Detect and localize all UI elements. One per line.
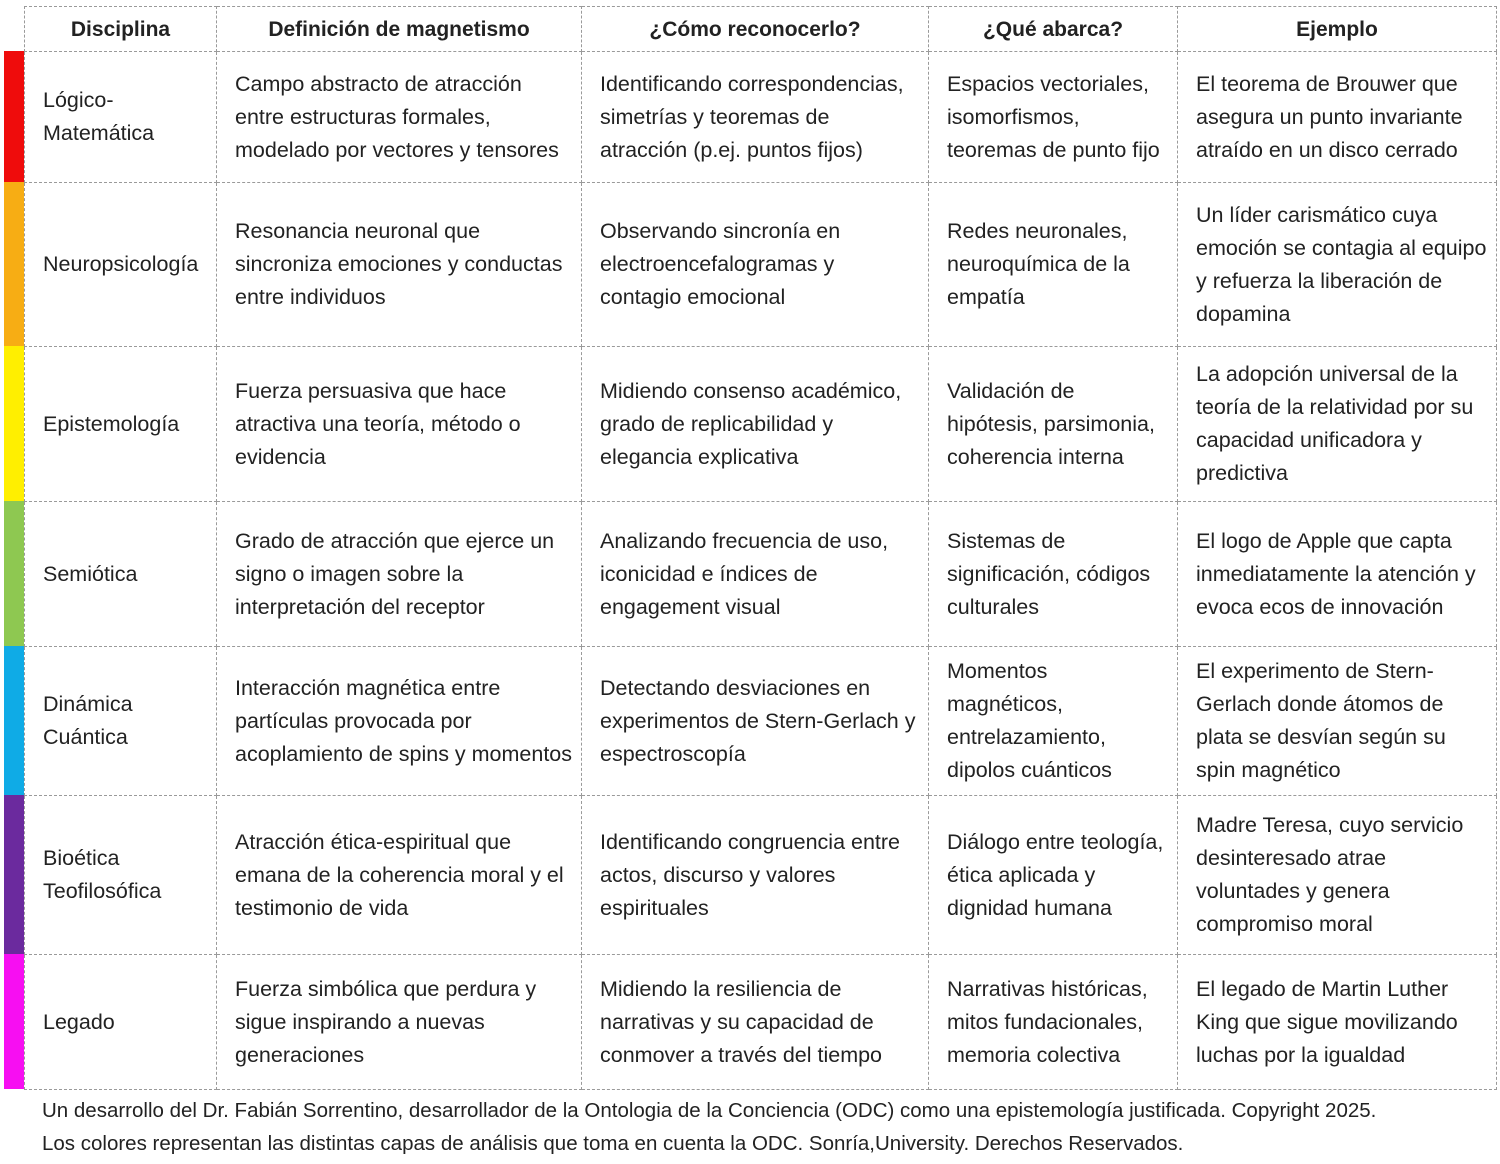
- header-definicion: Definición de magnetismo: [217, 7, 582, 52]
- cell-reconocer: Midiendo consenso académico, grado de replicabilidad y elegancia explicativa: [582, 347, 929, 502]
- header-row: [25, 7, 1497, 52]
- cell-definicion: Atracción ética-espiritual que emana de la coherencia moral y el testimonio de vida: [217, 796, 582, 955]
- cell-disciplina: Neuropsicología: [25, 183, 217, 347]
- footer-line-credit: Un desarrollo del Dr. Fabián Sorrentino, desarrollador de la Ontologia de la Conciencia (ODC) como una epistemología justificada. Copyright 2025.: [42, 1099, 1377, 1122]
- cell-definicion: Campo abstracto de atracción entre estructuras formales, modelado por vectores y tensores: [217, 52, 582, 183]
- header-ejemplo: Ejemplo: [1178, 7, 1497, 52]
- cell-abarca: Momentos magnéticos, entrelazamiento, dipolos cuánticos: [929, 647, 1178, 796]
- color-bar-layer: [4, 795, 24, 954]
- cell-abarca: Diálogo entre teología, ética aplicada y dignidad humana: [929, 796, 1178, 955]
- cell-reconocer: Analizando frecuencia de uso, iconicidad e índices de engagement visual: [582, 502, 929, 647]
- cell-definicion: Interacción magnética entre partículas provocada por acoplamiento de spins y momentos: [217, 647, 582, 796]
- color-bar-layer: [4, 182, 24, 346]
- cell-definicion: Fuerza persuasiva que hace atractiva una teoría, método o evidencia: [217, 347, 582, 502]
- table-row: [25, 647, 1497, 796]
- color-bar-layer: [4, 646, 24, 795]
- cell-abarca: Sistemas de significación, códigos culturales: [929, 502, 1178, 647]
- cell-definicion: Grado de atracción que ejerce un signo o imagen sobre la interpretación del receptor: [217, 502, 582, 647]
- color-bar-layer: [4, 51, 24, 182]
- cell-ejemplo: Un líder carismático cuya emoción se contagia al equipo y refuerza la liberación de dopamina: [1178, 183, 1497, 347]
- footer-note: [42, 1094, 1482, 1160]
- magnetism-table: [24, 6, 1497, 1090]
- cell-ejemplo: El experimento de Stern-Gerlach donde átomos de plata se desvían según su spin magnético: [1178, 647, 1497, 796]
- cell-ejemplo: El logo de Apple que capta inmediatamente la atención y evoca ecos de innovación: [1178, 502, 1497, 647]
- color-bar-layer: [4, 954, 24, 1089]
- cell-disciplina: Lógico-Matemática: [25, 52, 217, 183]
- table-row: [25, 347, 1497, 502]
- color-bar-layer: [4, 346, 24, 501]
- cell-reconocer: Identificando correspondencias, simetrías y teoremas de atracción (p.ej. puntos fijos): [582, 52, 929, 183]
- cell-abarca: Validación de hipótesis, parsimonia, coherencia interna: [929, 347, 1178, 502]
- cell-definicion: Fuerza simbólica que perdura y sigue inspirando a nuevas generaciones: [217, 955, 582, 1090]
- cell-ejemplo: El legado de Martin Luther King que sigue movilizando luchas por la igualdad: [1178, 955, 1497, 1090]
- table-row: [25, 502, 1497, 647]
- cell-reconocer: Identificando congruencia entre actos, discurso y valores espirituales: [582, 796, 929, 955]
- cell-reconocer: Midiendo la resiliencia de narrativas y su capacidad de conmover a través del tiempo: [582, 955, 929, 1090]
- cell-ejemplo: La adopción universal de la teoría de la relatividad por su capacidad unificadora y predictiva: [1178, 347, 1497, 502]
- color-bar-layer: [4, 501, 24, 646]
- cell-abarca: Narrativas históricas, mitos fundacionales, memoria colectiva: [929, 955, 1178, 1090]
- table-row: [25, 183, 1497, 347]
- cell-abarca: Redes neuronales, neuroquímica de la empatía: [929, 183, 1178, 347]
- cell-disciplina: Epistemología: [25, 347, 217, 502]
- header-disciplina: Disciplina: [25, 7, 217, 52]
- cell-disciplina: Semiótica: [25, 502, 217, 647]
- cell-disciplina: Bioética Teofilosófica: [25, 796, 217, 955]
- table-row: [25, 796, 1497, 955]
- cell-ejemplo: El teorema de Brouwer que asegura un punto invariante atraído en un disco cerrado: [1178, 52, 1497, 183]
- table-row: [25, 52, 1497, 183]
- footer-line-colors: Los colores representan las distintas capas de análisis que toma en cuenta la ODC. Sonría,University. Derechos Reservados.: [42, 1132, 1184, 1155]
- header-abarca: ¿Qué abarca?: [929, 7, 1178, 52]
- cell-reconocer: Detectando desviaciones en experimentos de Stern-Gerlach y espectroscopía: [582, 647, 929, 796]
- table-row: [25, 955, 1497, 1090]
- cell-disciplina: Legado: [25, 955, 217, 1090]
- cell-reconocer: Observando sincronía en electroencefalogramas y contagio emocional: [582, 183, 929, 347]
- cell-abarca: Espacios vectoriales, isomorfismos, teoremas de punto fijo: [929, 52, 1178, 183]
- cell-ejemplo: Madre Teresa, cuyo servicio desinteresado atrae voluntades y genera compromiso moral: [1178, 796, 1497, 955]
- header-reconocer: ¿Cómo reconocerlo?: [582, 7, 929, 52]
- cell-disciplina: Dinámica Cuántica: [25, 647, 217, 796]
- cell-definicion: Resonancia neuronal que sincroniza emociones y conductas entre individuos: [217, 183, 582, 347]
